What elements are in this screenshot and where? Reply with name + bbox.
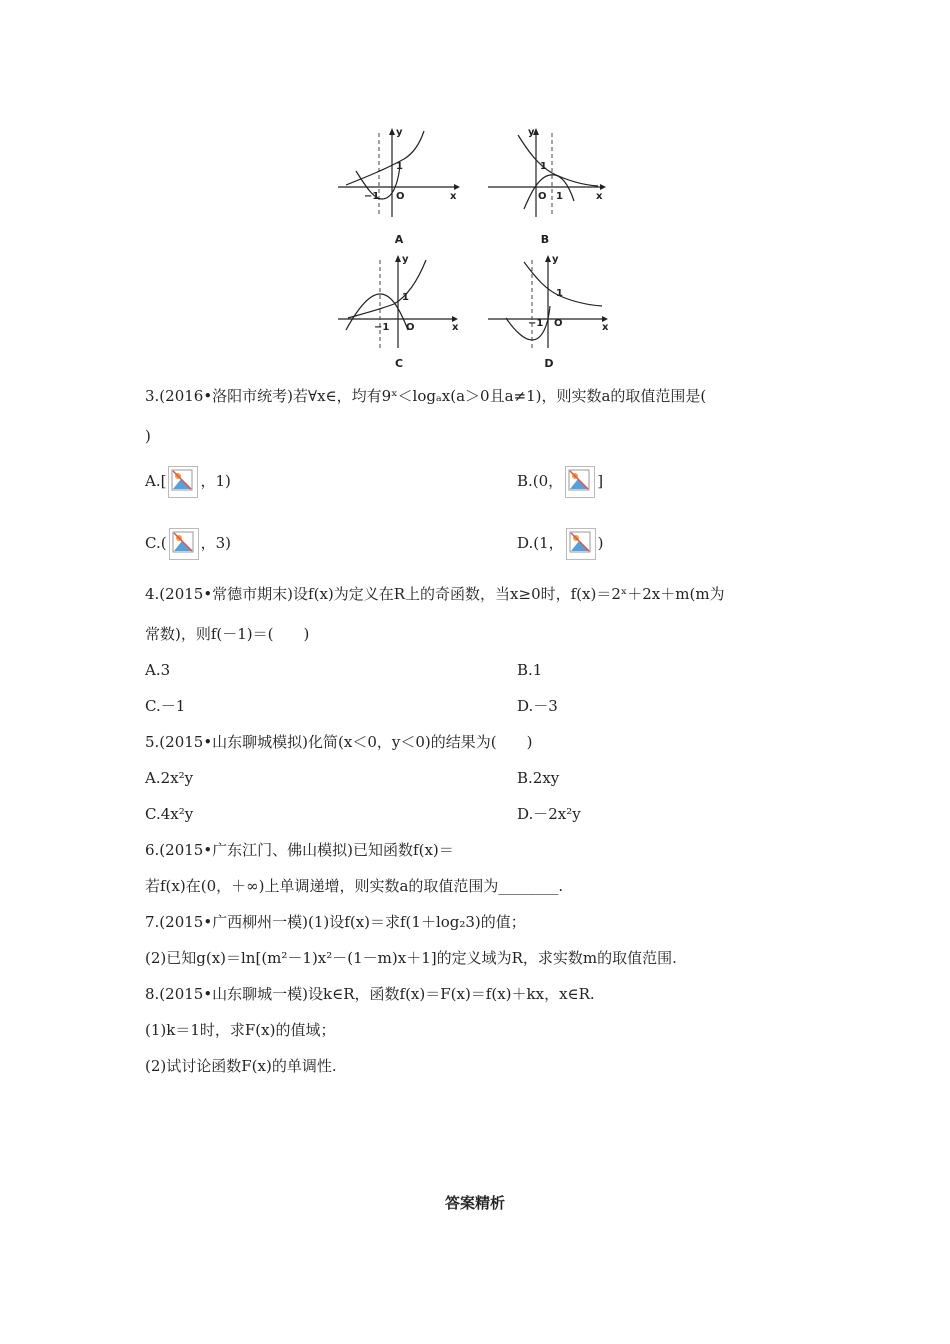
graph-b-one-x-label: 1: [556, 191, 563, 202]
graph-b-caption: B: [540, 233, 550, 246]
q3-option-a-suffix: ，1): [200, 472, 231, 490]
q3-option-c-prefix: C.(: [145, 534, 167, 552]
graph-c-one-label: 1: [402, 292, 409, 303]
broken-image-icon: [169, 528, 199, 560]
q3-stem: 3.(2016•洛阳市统考)若∀x∈，均有9ˣ＜logₐx(a＞0且a≠1)，则实数a的取值范围是(: [145, 387, 707, 405]
q3-option-d: [517, 528, 604, 560]
q3-stem-end: ): [145, 427, 151, 445]
broken-image-icon: [566, 528, 596, 560]
graph-a-origin-label: O: [396, 191, 405, 202]
q3-option-c: [145, 528, 231, 560]
q5-option-b: B.2xy: [517, 769, 560, 787]
graph-c-caption: C: [394, 357, 404, 370]
graph-b: [488, 125, 613, 220]
broken-image-icon: [565, 466, 595, 498]
graph-c-y-label: y: [402, 254, 409, 265]
q4-option-a: A.3: [145, 661, 171, 679]
q3-option-d-suffix: ): [597, 534, 604, 552]
q8-stem: 8.(2015•山东聊城一模)设k∈R，函数f(x)＝F(x)＝f(x)＋kx，x∈R.: [145, 985, 595, 1003]
q8-part-2: (2)试讨论函数F(x)的单调性.: [145, 1057, 337, 1075]
q3-option-b-suffix: ]: [597, 472, 604, 490]
q7-part-2: (2)已知g(x)＝ln[(m²－1)x²－(1－m)x＋1]的定义域为R，求实数m的取值范围.: [145, 949, 677, 967]
q3-option-a-prefix: A.[: [145, 472, 167, 490]
graph-c-x-label: x: [452, 322, 459, 333]
q5-stem: 5.(2015•山东聊城模拟)化简(x＜0，y＜0)的结果为( ): [145, 733, 533, 751]
graph-a-one-label: 1: [396, 161, 403, 172]
q4-stem: 4.(2015•常德市期末)设f(x)为定义在R上的奇函数，当x≥0时，f(x)＝2ˣ＋2x＋m(m为: [145, 585, 725, 603]
graph-b-origin-label: O: [538, 191, 547, 202]
q6-stem-2: 若f(x)在(0，＋∞)上单调递增，则实数a的取值范围为________.: [145, 877, 564, 895]
q4-option-b: B.1: [517, 661, 543, 679]
graph-a-caption: A: [394, 233, 404, 246]
graph-a-y-label: y: [396, 127, 403, 138]
graph-d-origin-label: O: [554, 318, 563, 329]
graph-c: [338, 252, 463, 350]
q4-option-c: C.－1: [145, 697, 186, 715]
graph-d: [488, 252, 613, 350]
graph-c-minus-one-label: −1: [374, 322, 390, 333]
q5-option-a: A.2x²y: [145, 769, 194, 787]
broken-image-icon: [168, 466, 198, 498]
graph-d-minus-one-label: −1: [528, 318, 544, 329]
graph-c-origin-label: O: [406, 322, 415, 333]
graph-b-y-label: y: [528, 127, 535, 138]
q3-option-b: [517, 466, 603, 498]
graph-d-one-label: 1: [556, 288, 563, 299]
q8-part-1: (1)k＝1时，求F(x)的值域；: [145, 1021, 336, 1039]
q4-option-d: D.－3: [517, 697, 558, 715]
q5-option-d: D.－2x²y: [517, 805, 581, 823]
q4-stem-2: 常数)，则f(－1)＝( ): [145, 625, 310, 643]
q3-option-b-prefix: B.(0，: [517, 472, 564, 490]
q5-option-c: C.4x²y: [145, 805, 194, 823]
graph-a-minus-one-label: −1: [364, 191, 380, 202]
graph-d-caption: D: [544, 357, 554, 370]
q3-option-c-suffix: ，3): [200, 534, 231, 552]
answer-title: 答案精析: [444, 1194, 505, 1212]
q3-option-a: [145, 466, 231, 498]
graph-a: [338, 125, 463, 220]
graph-b-one-y-label: 1: [540, 161, 547, 172]
q3-option-d-prefix: D.(1，: [517, 534, 564, 552]
q6-stem: 6.(2015•广东江门、佛山模拟)已知函数f(x)＝: [145, 841, 454, 859]
q7-stem: 7.(2015•广西柳州一模)(1)设f(x)＝求f(1＋log₂3)的值；: [145, 913, 526, 931]
graph-b-x-label: x: [596, 191, 603, 202]
graph-a-x-label: x: [450, 191, 457, 202]
graph-d-y-label: y: [552, 254, 559, 265]
graph-d-x-label: x: [602, 322, 609, 333]
